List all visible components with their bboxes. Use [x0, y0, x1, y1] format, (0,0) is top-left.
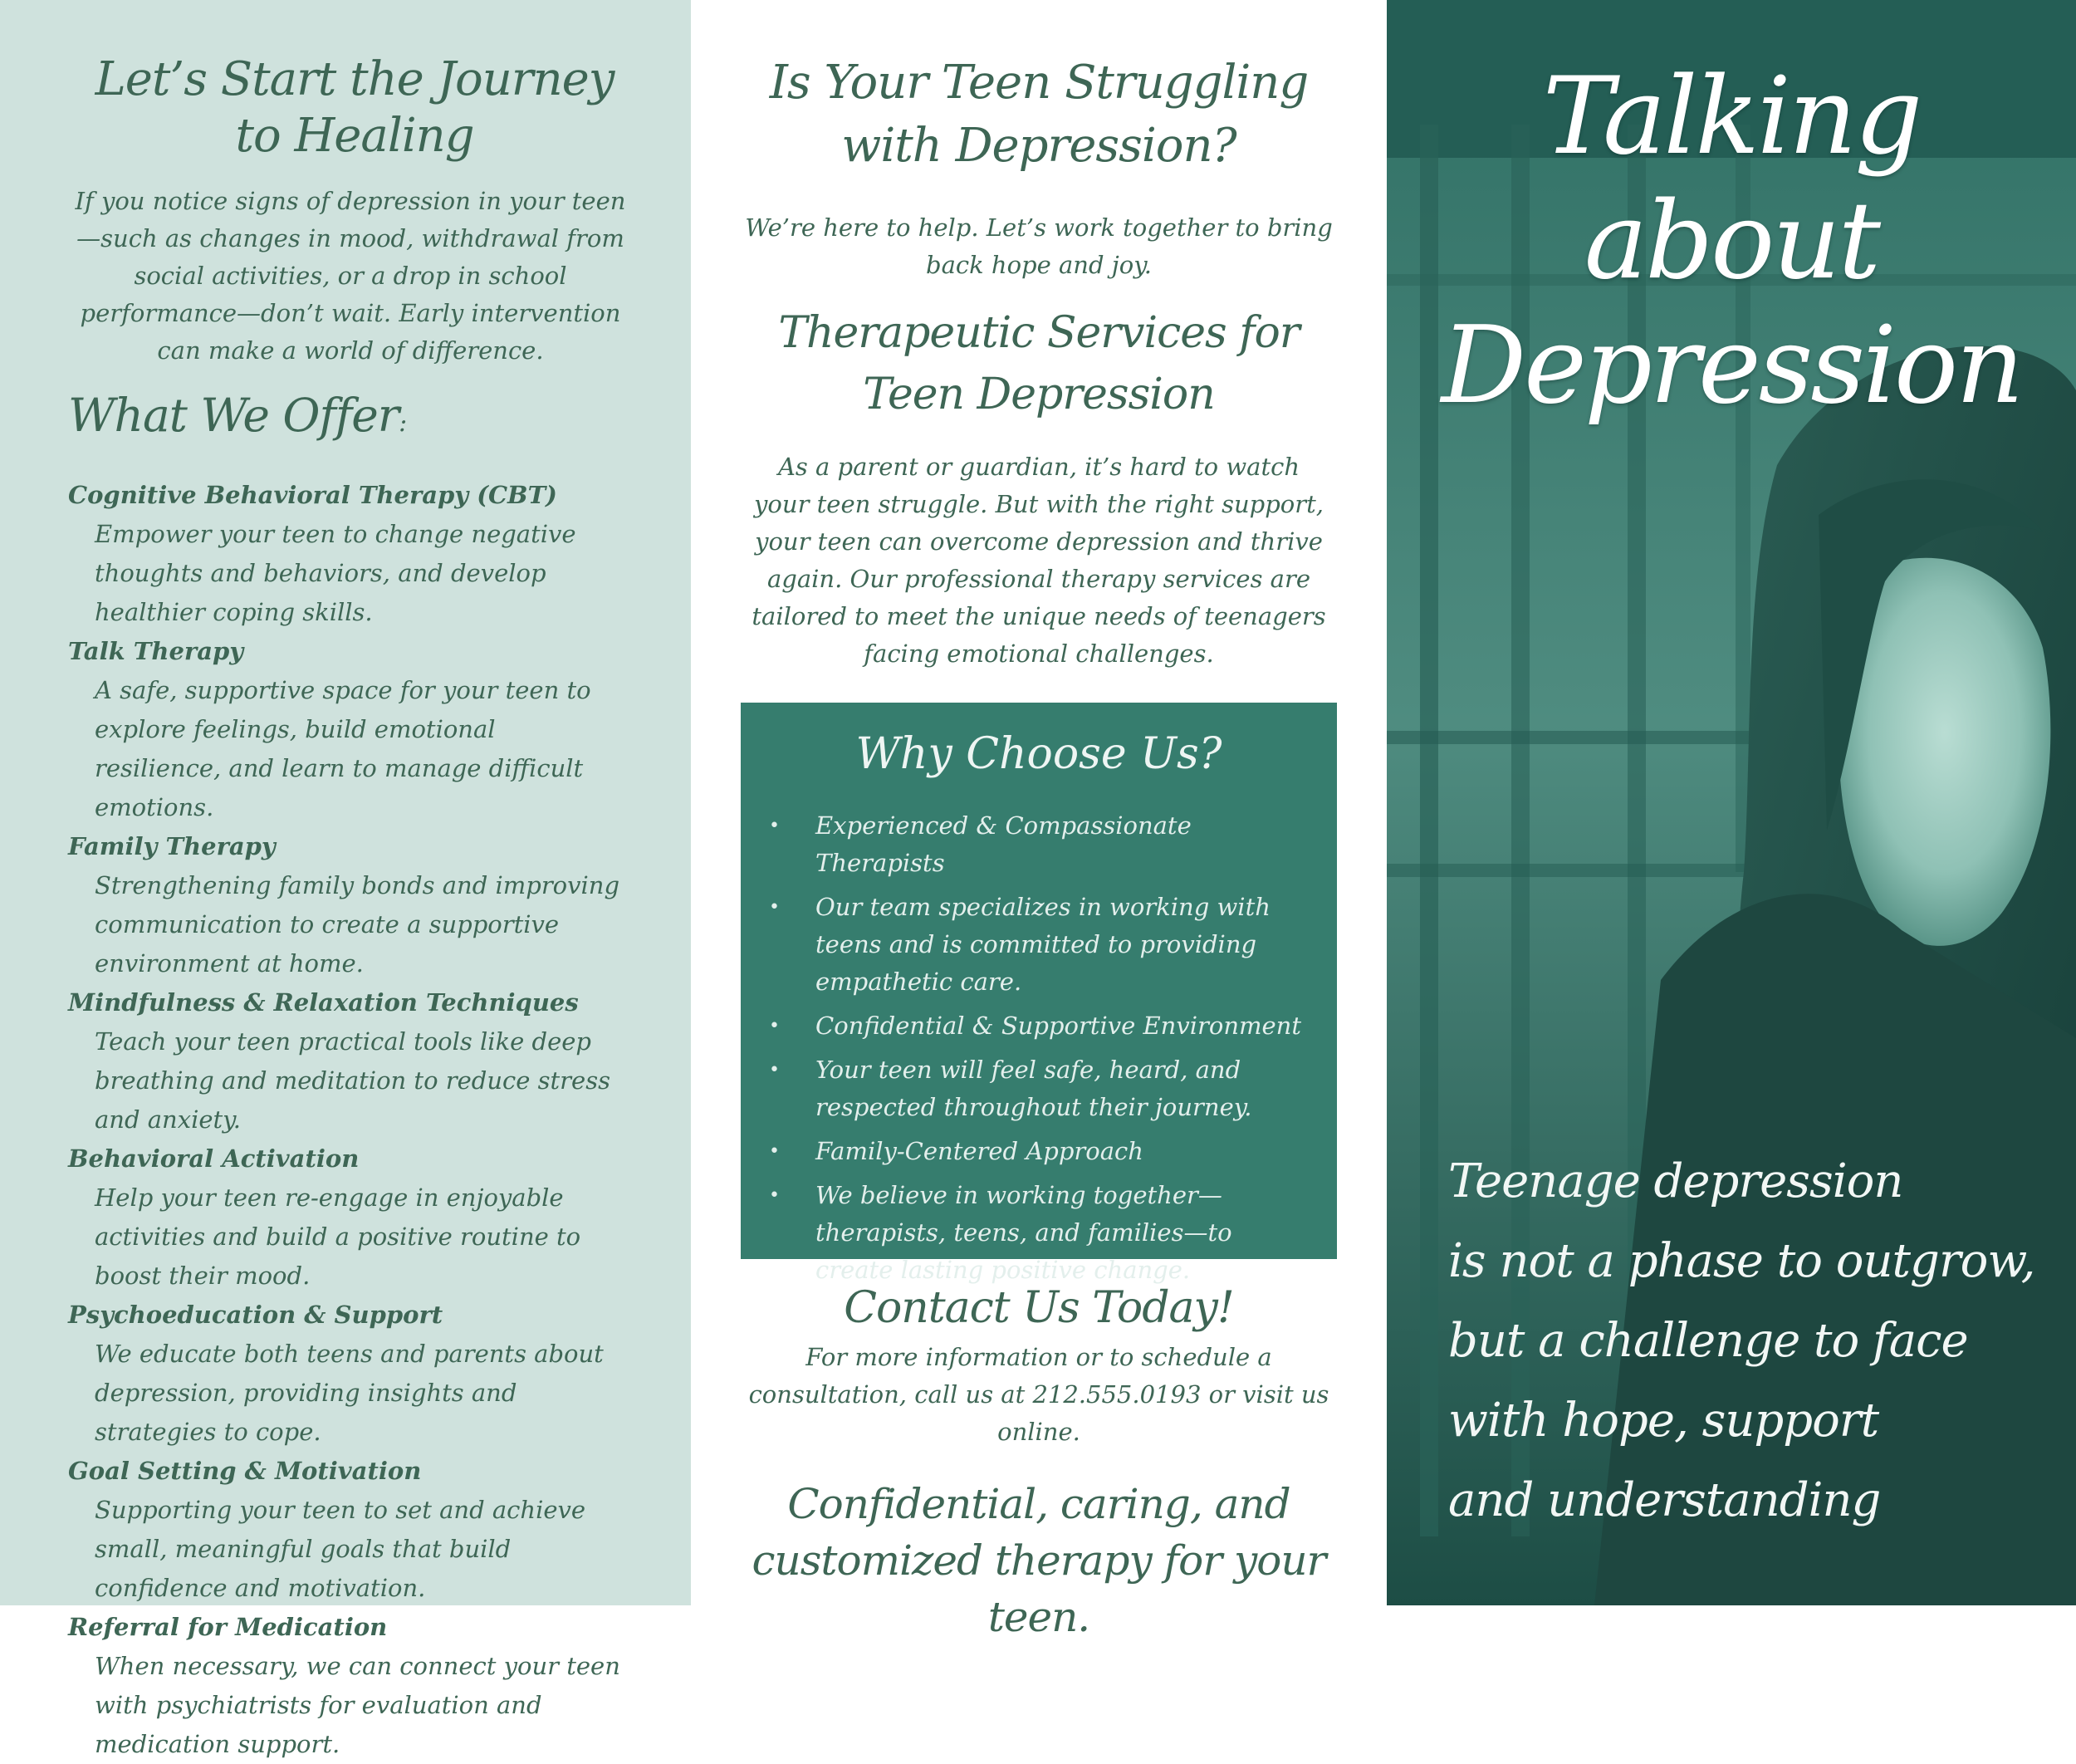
cover-title	[1387, 55, 2076, 429]
service-item	[68, 1608, 633, 1764]
service-item	[68, 476, 633, 632]
cover-quote	[1448, 1142, 2034, 1541]
cover-title-line2: Depression	[1441, 304, 2022, 428]
bullet-icon: •	[769, 816, 780, 836]
why-list-item	[766, 1177, 1312, 1289]
struggling-heading	[741, 51, 1337, 178]
middle-panel	[691, 0, 1387, 1641]
service-description: Strengthening family bonds and improving communication to create a supportive environment at home.	[95, 871, 620, 978]
cover-quote-line: but a challenge to face	[1448, 1314, 1968, 1368]
cover-panel	[1387, 0, 2076, 1605]
why-list-item	[766, 889, 1312, 1001]
service-item	[68, 632, 633, 827]
service-item	[68, 1139, 633, 1296]
why-choose-us-box	[741, 703, 1337, 1284]
journey-heading-line1: Let’s Start the Journey	[95, 52, 614, 106]
offer-heading-colon: :	[399, 409, 407, 438]
service-description: Teach your teen practical tools like deep breathing and meditation to reduce stress and anxiety.	[95, 1027, 610, 1134]
struggling-heading-line2: with Depression?	[841, 119, 1236, 173]
service-title: Family Therapy	[68, 832, 276, 860]
cover-quote-line: is not a phase to outgrow,	[1448, 1234, 2035, 1288]
offer-heading-text: What We Offer	[68, 389, 399, 442]
left-panel	[0, 0, 691, 1758]
cover-title-line1: Talking about	[1542, 55, 1921, 303]
service-description: Supporting your teen to set and achieve small, meaningful goals that build confidence and motivation.	[95, 1496, 586, 1602]
service-title: Referral for Medication	[68, 1613, 388, 1641]
tagline-line2: customized therapy for your teen.	[752, 1536, 1326, 1641]
why-list-item	[766, 1133, 1312, 1170]
service-description: When necessary, we can connect your teen with psychiatrists for evaluation and medication support.	[95, 1652, 620, 1758]
why-list-item	[766, 1051, 1312, 1126]
why-list-item	[766, 807, 1312, 882]
why-heading: Why Choose Us?	[855, 729, 1222, 779]
bullet-icon: •	[769, 1185, 780, 1206]
service-description: Help your teen re-engage in enjoyable activities and build a positive routine to boost their mood.	[95, 1183, 581, 1290]
service-item	[68, 983, 633, 1139]
why-item-text: Confidential & Supportive Environment	[815, 1012, 1301, 1040]
why-item-text: Your teen will feel safe, heard, and respected throughout their journey.	[815, 1056, 1252, 1121]
journey-heading-line2: to Healing	[235, 109, 474, 163]
bullet-icon: •	[769, 1016, 780, 1036]
services-text: As a parent or guardian, it’s hard to watch your teen struggle. But with the right support, your teen can overcome depression and thrive again. Our professional therapy services are tailored to meet the unique needs of teenagers facing emotional challenges.	[752, 453, 1326, 668]
journey-intro: If you notice signs of depression in your teen—such as changes in mood, withdrawal from social activities, or a drop in school performance—don’t wait. Early intervention can make a world of difference.	[75, 187, 626, 365]
why-list	[766, 807, 1312, 1289]
service-title: Mindfulness & Relaxation Techniques	[68, 988, 579, 1017]
services-heading-line2: Teen Depression	[863, 370, 1215, 419]
service-title: Psychoeducation & Support	[68, 1301, 443, 1329]
why-item-text: Our team specializes in working with teens and is committed to providing empathetic care.	[815, 893, 1271, 996]
why-item-text: We believe in working together—therapists, teens, and families—to create lasting positive change.	[815, 1181, 1232, 1284]
bullet-icon: •	[769, 1060, 780, 1080]
services-list	[68, 476, 633, 1764]
cover-quote-line: with hope, support	[1448, 1394, 1879, 1448]
bullet-icon: •	[769, 897, 780, 918]
contact-heading: Contact Us Today!	[844, 1283, 1234, 1333]
cover-quote-line: Teenage depression	[1448, 1154, 1903, 1208]
help-text: We’re here to help. Let’s work together to bring back hope and joy.	[745, 213, 1333, 279]
contact-text: For more information or to schedule a consultation, call us at 212.555.0193 or visit us online.	[748, 1343, 1329, 1446]
why-list-item	[766, 1007, 1312, 1045]
service-title: Talk Therapy	[68, 637, 244, 665]
services-heading-line1: Therapeutic Services for	[778, 308, 1300, 358]
service-item	[68, 1296, 633, 1452]
service-title: Cognitive Behavioral Therapy (CBT)	[68, 481, 557, 509]
offer-heading	[68, 386, 633, 453]
service-description: Empower your teen to change negative thoughts and behaviors, and develop healthier coping skills.	[95, 520, 576, 626]
service-title: Goal Setting & Motivation	[68, 1457, 422, 1485]
struggling-heading-line1: Is Your Teen Struggling	[769, 56, 1309, 110]
tagline	[741, 1476, 1337, 1645]
why-item-text: Family-Centered Approach	[815, 1137, 1143, 1165]
cover-quote-line: and understanding	[1448, 1473, 1881, 1527]
service-item	[68, 1452, 633, 1608]
service-description: A safe, supportive space for your teen to explore feelings, build emotional resilience, and learn to manage difficult emotions.	[95, 676, 591, 821]
service-item	[68, 827, 633, 983]
service-description: We educate both teens and parents about depression, providing insights and strategies to cope.	[95, 1340, 604, 1446]
why-item-text: Experienced & Compassionate Therapists	[815, 811, 1192, 877]
bullet-icon: •	[769, 1141, 780, 1162]
service-title: Behavioral Activation	[68, 1144, 360, 1173]
services-heading	[741, 302, 1337, 425]
tagline-line1: Confidential, caring, and	[787, 1480, 1290, 1528]
journey-heading	[76, 51, 633, 164]
